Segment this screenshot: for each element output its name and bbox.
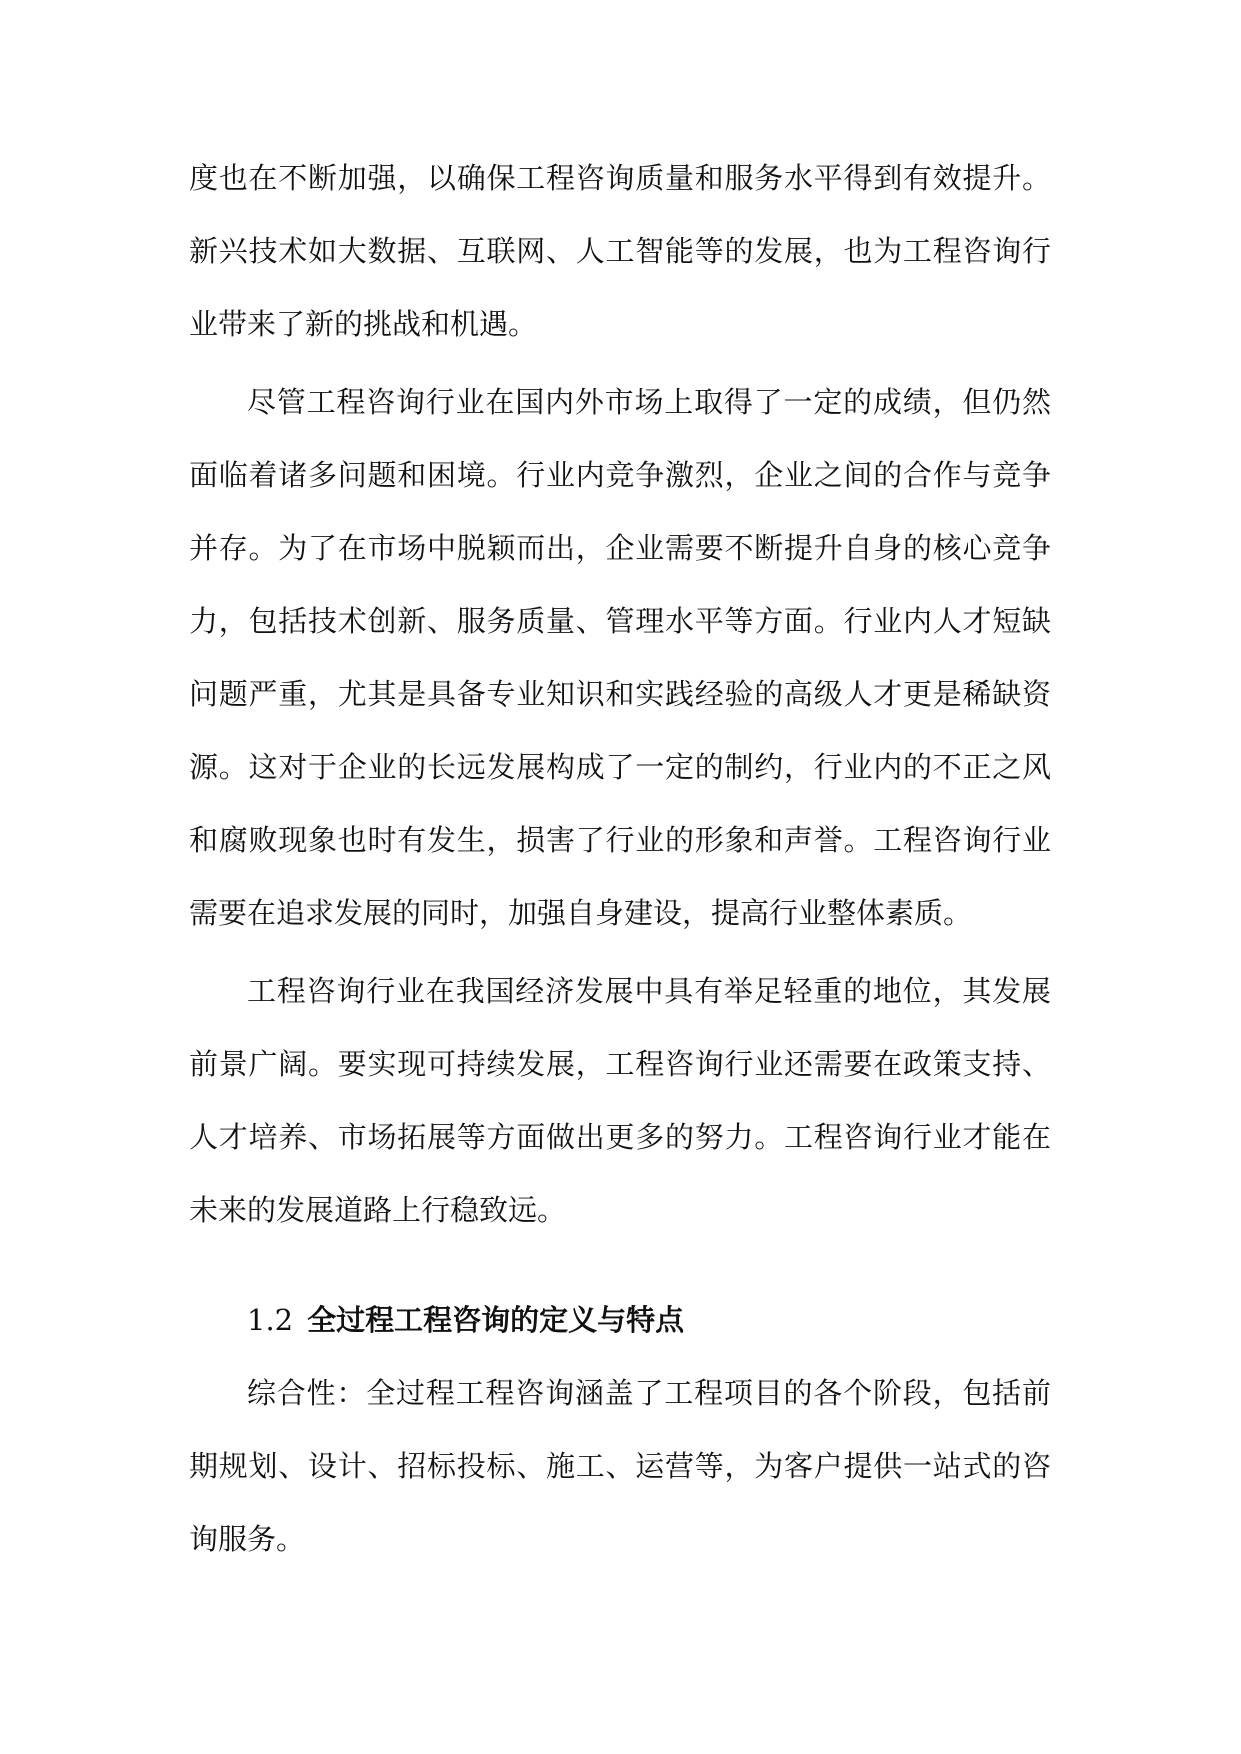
body-paragraph-1: 度也在不断加强，以确保工程咨询质量和服务水平得到有效提升。新兴技术如大数据、互联网、人工智能等的发展，也为工程咨询行业带来了新的挑战和机遇。 [189, 161, 1051, 341]
section-paragraph-1: 综合性：全过程工程咨询涵盖了工程项目的各个阶段，包括前期规划、设计、招标投标、施工、运营等，为客户提供一站式的咨询服务。 [189, 1376, 1051, 1556]
section-title: 全过程工程咨询的定义与特点 [307, 1303, 685, 1337]
document-body [189, 142, 1051, 1576]
section-number: 1.2 [247, 1303, 294, 1337]
body-paragraph-3: 工程咨询行业在我国经济发展中具有举足轻重的地位，其发展前景广阔。要实现可持续发展，工程咨询行业还需要在政策支持、人才培养、市场拓展等方面做出更多的努力。工程咨询行业才能在未来的发展道路上行稳致远。 [189, 974, 1051, 1227]
body-paragraph-2: 尽管工程咨询行业在国内外市场上取得了一定的成绩，但仍然面临着诸多问题和困境。行业内竞争激烈，企业之间的合作与竞争并存。为了在市场中脱颖而出，企业需要不断提升自身的核心竞争力，包括技术创新、服务质量、管理水平等方面。行业内人才短缺问题严重，尤其是具备专业知识和实践经验的高级人才更是稀缺资源。这对于企业的长远发展构成了一定的制约，行业内的不正之风和腐败现象也时有发生，损害了行业的形象和声誉。工程咨询行业需要在追求发展的同时，加强自身建设，提高行业整体素质。 [189, 385, 1051, 930]
section-heading [189, 1284, 1051, 1357]
